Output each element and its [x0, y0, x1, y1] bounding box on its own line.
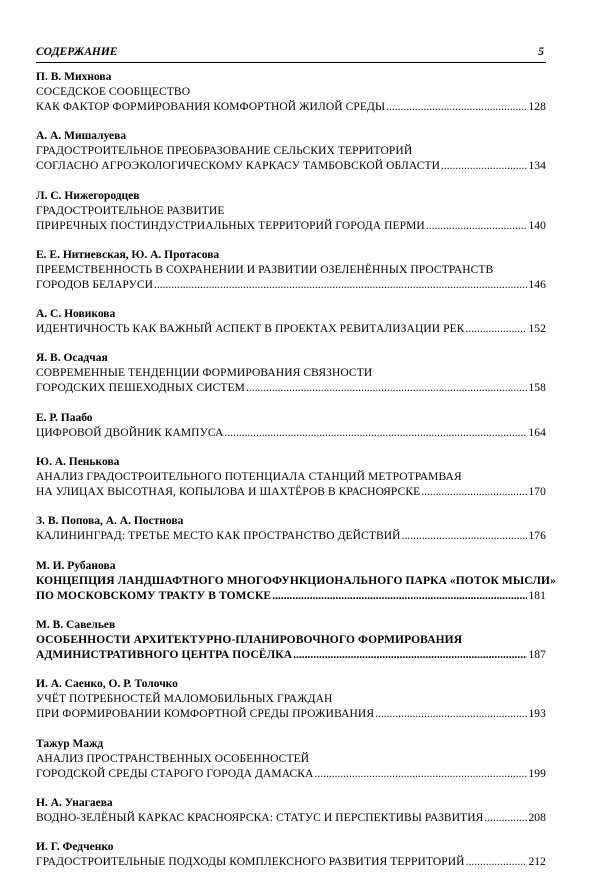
dot-leader: [421, 485, 527, 500]
toc-entry-author: Н. А. Унагаева: [36, 796, 113, 809]
toc-entry-title-last-line: [36, 707, 546, 722]
toc-entry-title-line: ПРЕЕМСТВЕННОСТЬ В СОХРАНЕНИИ И РАЗВИТИИ ОЗЕЛЕНЁННЫХ ПРОСТРАНСТВ: [36, 263, 494, 276]
toc-entry-title-last-line: [36, 855, 546, 870]
header-title: СОДЕРЖАНИЕ: [36, 46, 118, 58]
toc-entry-title-line: СОВРЕМЕННЫЕ ТЕНДЕНЦИИ ФОРМИРОВАНИЯ СВЯЗНОСТИ: [36, 367, 373, 380]
toc-entry[interactable]: [36, 307, 546, 337]
toc-entry-title-line: ПРИРЕЧНЫХ ПОСТИНДУСТРИАЛЬНЫХ ТЕРРИТОРИЙ ГОРОДА ПЕРМИ: [36, 219, 425, 232]
toc-entry[interactable]: [36, 455, 546, 500]
toc-entry[interactable]: [36, 618, 546, 663]
toc-entry-title-line: СОГЛАСНО АГРОЭКОЛОГИЧЕСКОМУ КАРКАСУ ТАМБОВСКОЙ ОБЛАСТИ: [36, 160, 440, 173]
toc-entry-author: А. А. Мишалуева: [36, 130, 127, 143]
toc-entry-title-last-line: [36, 159, 546, 174]
toc-entry[interactable]: [36, 677, 546, 722]
toc-entry-title-line: УЧЁТ ПОТРЕБНОСТЕЙ МАЛОМОБИЛЬНЫХ ГРАЖДАН: [36, 693, 333, 706]
toc-entry-title-line: АДМИНИСТРАТИВНОГО ЦЕНТРА ПОСЁЛКА: [36, 648, 293, 661]
toc-entry-page-number: 193: [528, 708, 546, 721]
toc-entry-author: И. Г. Федченко: [36, 841, 114, 854]
toc-entry[interactable]: [36, 737, 546, 782]
toc-entry-author: М. В. Савельев: [36, 618, 116, 631]
dot-leader: [441, 159, 527, 174]
toc-entry-title-last-line: [36, 485, 546, 500]
toc-entry-page-number: 140: [528, 219, 546, 232]
toc-entry[interactable]: [36, 351, 546, 396]
toc-entry[interactable]: [36, 411, 546, 441]
toc-entry-author: П. В. Михнова: [36, 71, 112, 83]
toc-entry-page-number: 187: [528, 648, 546, 661]
toc-entry-title-line: ГРАДОСТРОИТЕЛЬНЫЕ ПОДХОДЫ КОМПЛЕКСНОГО РАЗВИТИЯ ТЕРРИТОРИЙ: [36, 856, 465, 869]
toc-entry-title-last-line: [36, 767, 546, 782]
toc-entry-page-number: 212: [528, 856, 546, 869]
dot-leader: [224, 426, 527, 441]
toc-entry-title-last-line: [36, 381, 546, 396]
toc-entry[interactable]: [36, 129, 546, 174]
toc-entry-page-number: 208: [528, 811, 546, 824]
toc-entry[interactable]: [36, 514, 546, 544]
toc-entry-author: Л. С. Нижегородцев: [36, 189, 140, 202]
toc-entry-page-number: 176: [528, 530, 546, 543]
toc-entry-title-last-line: [36, 529, 546, 544]
toc-entry-title-line: ГОРОДСКОЙ СРЕДЫ СТАРОГО ГОРОДА ДАМАСКА: [36, 767, 314, 780]
toc-entry-author: И. А. Саенко, О. Р. Толочко: [36, 678, 178, 691]
toc-entry-page-number: 128: [528, 101, 546, 113]
toc-entry-author: Е. Р. Паабо: [36, 411, 93, 424]
table-of-contents: [36, 70, 556, 884]
toc-entry-author: Тажур Мажд: [36, 737, 104, 750]
toc-entry-title-line: ГОРОДОВ БЕЛАРУСИ: [36, 278, 154, 291]
toc-entry-author: М. И. Рубанова: [36, 559, 116, 572]
toc-entry-author: А. С. Новикова: [36, 308, 116, 321]
toc-entry-page-number: 158: [528, 382, 546, 395]
toc-entry-title-line: КАЛИНИНГРАД: ТРЕТЬЕ МЕСТО КАК ПРОСТРАНСТВО ДЕЙСТВИЙ: [36, 530, 401, 543]
toc-entry-title-line: ГРАДОСТРОИТЕЛЬНОЕ ПРЕОБРАЗОВАНИЕ СЕЛЬСКИХ ТЕРРИТОРИЙ: [36, 145, 413, 158]
dot-leader: [246, 381, 527, 396]
toc-entry[interactable]: [36, 70, 546, 115]
dot-leader: [314, 767, 527, 782]
toc-entry-title-line: ПРИ ФОРМИРОВАНИИ КОМФОРТНОЙ СРЕДЫ ПРОЖИВАНИЯ: [36, 708, 375, 721]
toc-entry-title-line: ВОДНО-ЗЕЛЁНЫЙ КАРКАС КРАСНОЯРСКА: СТАТУС И ПЕРСПЕКТИВЫ РАЗВИТИЯ: [36, 811, 484, 824]
toc-entry-title-last-line: [36, 811, 546, 826]
toc-entry-page-number: 199: [528, 767, 546, 780]
dot-leader: [484, 811, 527, 826]
toc-entry-title-last-line: [36, 648, 546, 663]
toc-entry-author: Я. В. Осадчая: [36, 352, 108, 365]
toc-entry-author: З. В. Попова, А. А. Постнова: [36, 515, 184, 528]
toc-entry-title-line: КОНЦЕПЦИЯ ЛАНДШАФТНОГО МНОГОФУНКЦИОНАЛЬНОГО ПАРКА «ПОТОК МЫСЛИ»: [36, 574, 556, 587]
toc-entry-page-number: 164: [528, 426, 546, 439]
toc-entry-title-line: ИДЕНТИЧНОСТЬ КАК ВАЖНЫЙ АСПЕКТ В ПРОЕКТАХ РЕВИТАЛИЗАЦИИ РЕК: [36, 323, 465, 336]
dot-leader: [466, 322, 528, 337]
toc-entry-author: Е. Е. Нитиевская, Ю. А. Протасова: [36, 248, 220, 261]
toc-entry[interactable]: [36, 840, 546, 870]
dot-leader: [426, 219, 528, 234]
toc-entry-title-line: АНАЛИЗ ГРАДОСТРОИТЕЛЬНОГО ПОТЕНЦИАЛА СТАНЦИЙ МЕТРОТРАМВАЯ: [36, 471, 462, 484]
toc-entry-page-number: 170: [528, 486, 546, 499]
running-header: [36, 42, 546, 63]
toc-entry-page-number: 181: [528, 589, 546, 602]
toc-entry[interactable]: [36, 796, 546, 826]
toc-entry-title-line: СОСЕДСКОЕ СООБЩЕСТВО: [36, 86, 191, 98]
toc-entry-title-line: ГРАДОСТРОИТЕЛЬНОЕ РАЗВИТИЕ: [36, 204, 225, 217]
toc-entry-title-last-line: [36, 426, 546, 441]
toc-entry-title-line: КАК ФАКТОР ФОРМИРОВАНИЯ КОМФОРТНОЙ ЖИЛОЙ СРЕДЫ: [36, 101, 386, 113]
toc-entry-title-last-line: [36, 278, 546, 293]
toc-entry-title-line: ЦИФРОВОЙ ДВОЙНИК КАМПУСА: [36, 426, 224, 439]
toc-entry-title-last-line: [36, 219, 546, 234]
dot-leader: [154, 278, 527, 293]
toc-entry[interactable]: [36, 189, 546, 234]
toc-entry-title-last-line: [36, 322, 546, 337]
dot-leader: [272, 589, 527, 604]
toc-entry-title-line: ОСОБЕННОСТИ АРХИТЕКТУРНО-ПЛАНИРОВОЧНОГО ФОРМИРОВАНИЯ: [36, 633, 463, 646]
toc-entry-title-last-line: [36, 589, 546, 604]
toc-entry-page-number: 134: [528, 160, 546, 173]
toc-entry-title-line: ПО МОСКОВСКОМУ ТРАКТУ В ТОМСКЕ: [36, 589, 272, 602]
dot-leader: [386, 100, 527, 115]
dot-leader: [375, 707, 527, 722]
dot-leader: [466, 855, 528, 870]
toc-entry-page-number: 146: [528, 278, 546, 291]
dot-leader: [402, 529, 528, 544]
header-page-number: 5: [538, 46, 544, 58]
toc-entry-title-line: АНАЛИЗ ПРОСТРАНСТВЕННЫХ ОСОБЕННОСТЕЙ: [36, 752, 310, 765]
toc-entry[interactable]: [36, 559, 556, 604]
toc-entry-title-line: ГОРОДСКИХ ПЕШЕХОДНЫХ СИСТЕМ: [36, 382, 245, 395]
toc-entry-title-last-line: [36, 100, 546, 115]
toc-entry-page-number: 152: [528, 323, 546, 336]
toc-entry[interactable]: [36, 248, 546, 293]
toc-entry-title-line: НА УЛИЦАХ ВЫСОТНАЯ, КОПЫЛОВА И ШАХТЁРОВ В КРАСНОЯРСКЕ: [36, 486, 421, 499]
dot-leader: [293, 648, 527, 663]
toc-entry-author: Ю. А. Пенькова: [36, 456, 120, 469]
